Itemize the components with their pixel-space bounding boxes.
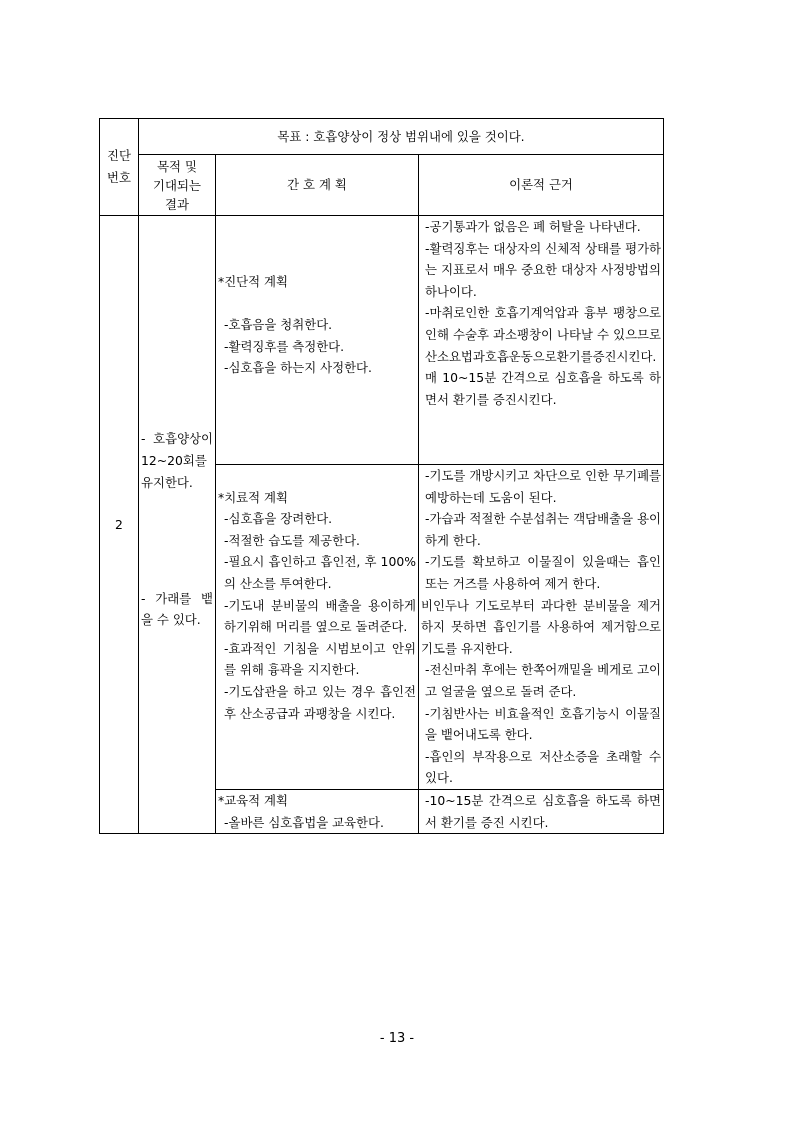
goal-header: 목표 : 호흡양상이 정상 범위내에 있을 것이다. (139, 119, 664, 155)
expected-outcome (139, 216, 216, 834)
plan-item: -적절한 습도를 제공한다. (224, 532, 360, 548)
plan-section-title: *치료적 계획 (218, 489, 288, 505)
rationale-column-header: 이론적 근거 (419, 155, 664, 216)
rationale-item: -기도를 개방시키고 차단으로 인한 무기폐를 예방하는데 도움이 된다. (425, 468, 665, 505)
rationale-item: -활력징후는 대상자의 신체적 상태를 평가하는 지표로서 매우 중요한 대상자 사정방법의 하나이다. (425, 240, 665, 299)
rationale-cell-education (419, 789, 664, 833)
plan-item: -기도삽관을 하고 있는 경우 흡인전 후 산소공급과 과팽창을 시킨다. (224, 683, 420, 721)
outcome-line: - 호흡양상이 12~20회를 유지한다. (141, 431, 217, 490)
plan-cell-diagnostic (216, 216, 419, 465)
plan-column-header: 간 호 계 획 (216, 155, 419, 216)
diagnosis-number: 2 (100, 216, 139, 834)
rationale-item: -가습과 적절한 수분섭취는 객담배출을 용이하게 한다. (425, 511, 662, 548)
table-row (100, 216, 664, 465)
plan-item: -효과적인 기침을 시범보이고 안위를 위해 흉곽을 지지한다. (224, 640, 416, 678)
plan-item: -기도내 분비물의 배출을 용이하게 하기위해 머리를 옆으로 돌려준다. (224, 597, 420, 635)
rationale-cell-diagnostic (419, 216, 664, 465)
spacer (218, 293, 416, 315)
plan-cell-education (216, 789, 419, 833)
rationale-item: -기침반사는 비효율적인 호흡기능시 이물질을 뱉어내도록 한다. (425, 705, 662, 743)
plan-item: -활력징후를 측정한다. (224, 338, 345, 354)
rationale-item: -10~15분 간격으로 심호흡을 하도록 하면서 환기를 증진 시킨다. (425, 792, 662, 830)
rationale-item: -공기통과가 없음은 폐 허탈을 나타낸다. (425, 219, 641, 234)
plan-item: -필요시 흡인하고 흡인전, 후 100%의 산소를 투여한다. (224, 554, 416, 591)
rationale-item: -전신마취 후에는 한쪽어깨밑을 베게로 고이고 얼굴을 옆으로 돌려 준다. (425, 662, 662, 699)
rationale-item: 비인두나 기도로부터 과다한 분비물을 제거하지 못하면 흡인기를 사용하여 제거함으로 기도를 유지한다. (421, 597, 665, 656)
header-label: 진단 (107, 148, 131, 163)
outcome-column-header (139, 155, 216, 216)
plan-item: -호흡음을 청취한다. (224, 317, 333, 333)
plan-section-title: *진단적 계획 (218, 274, 288, 290)
rationale-item: -마취로인한 호흡기계억압과 흉부 팽창으로 인해 수술후 과소팽창이 나타날 수 있으므로 산소요법과호흡운동으로환기를증진시킨다.매 10~15분 간격으로 심호흡을 하도록 하면서 환기를 증진시킨다. (425, 305, 665, 407)
page-number: - 13 - (379, 1031, 415, 1046)
plan-item: -심호흡을 장려한다. (224, 511, 333, 527)
rationale-item: -기도를 확보하고 이물질이 있을때는 흡인 또는 거즈를 사용하여 제거 한다. (425, 554, 665, 591)
diagnosis-number-header (100, 119, 139, 216)
plan-item: -올바른 심호흡법을 교육한다. (224, 814, 384, 830)
spacer (141, 536, 213, 544)
outcome-line: - 가래를 뱉을 수 있다. (141, 590, 213, 628)
header-label: 번호 (107, 170, 131, 185)
header-label: 목적 및 (157, 158, 197, 174)
plan-cell-treatment (216, 465, 419, 790)
rationale-cell-treatment (419, 465, 664, 790)
plan-section-title: *교육적 계획 (218, 792, 288, 808)
plan-item: -심호흡을 하는지 사정한다. (224, 360, 372, 376)
header-label: 결과 (165, 196, 189, 212)
care-plan-table (99, 118, 664, 834)
header-label: 기대되는 (153, 177, 201, 193)
spacer (218, 465, 416, 487)
rationale-item: -흡인의 부작용으로 저산소증을 초래할 수 있다. (425, 748, 665, 786)
